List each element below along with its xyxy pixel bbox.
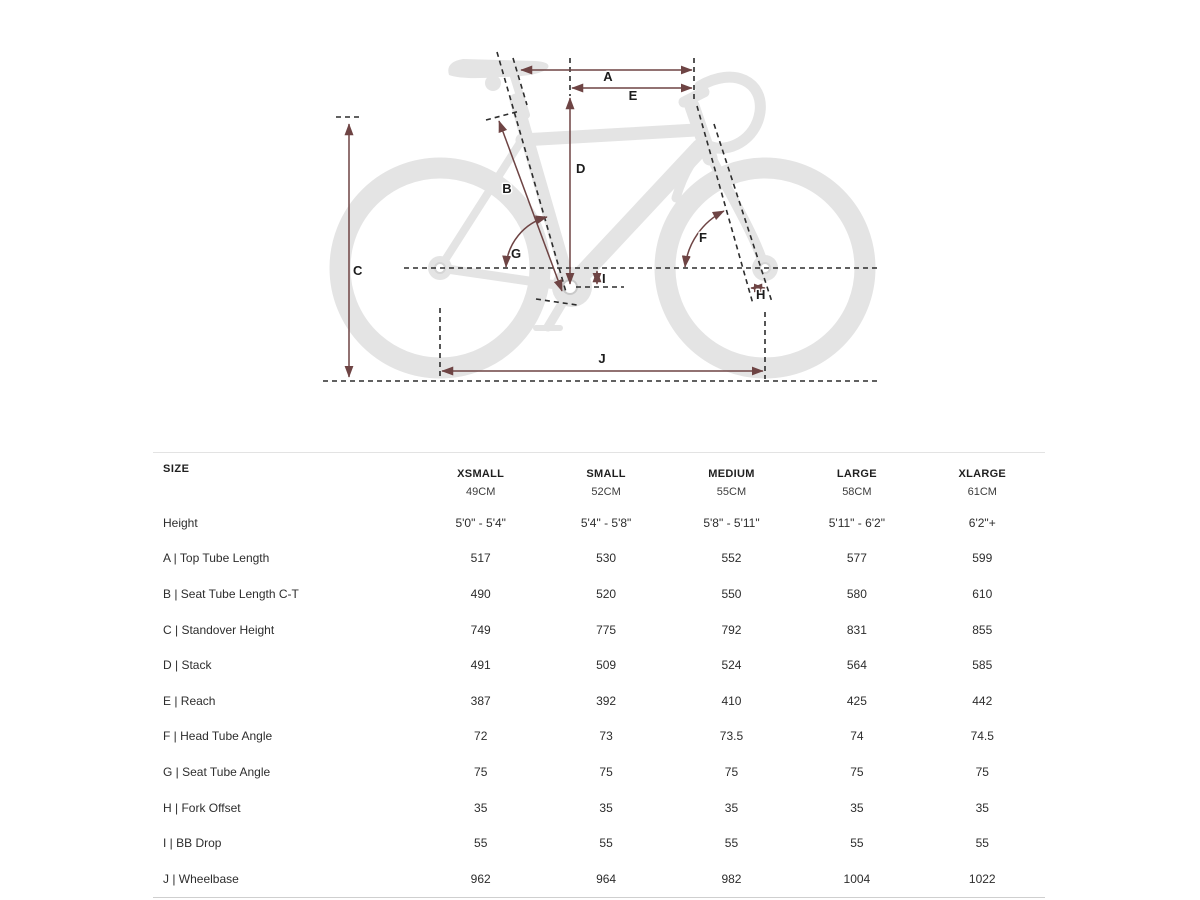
row-value: 55	[474, 836, 488, 851]
row-value: 509	[596, 658, 617, 673]
row-value: 75	[474, 764, 488, 779]
row-value: 425	[846, 693, 867, 708]
label-I: I	[602, 271, 606, 286]
table-row	[153, 505, 1045, 541]
row-value: 550	[721, 586, 742, 601]
row-value: 35	[599, 800, 613, 815]
row-value: 55	[599, 836, 613, 851]
row-label: Height	[163, 515, 198, 530]
row-value: 610	[972, 586, 993, 601]
table-row	[153, 541, 1045, 577]
reference-dashed-lines	[323, 52, 880, 381]
row-value: 490	[470, 586, 491, 601]
row-value: 410	[721, 693, 742, 708]
row-value: 5'8" - 5'11"	[703, 515, 760, 530]
row-value: 5'4" - 5'8"	[580, 515, 632, 530]
row-label: H | Fork Offset	[163, 800, 241, 815]
row-value: 75	[975, 764, 989, 779]
row-value: 35	[474, 800, 488, 815]
row-value: 577	[846, 551, 867, 566]
label-G: G	[510, 246, 522, 261]
table-row	[153, 754, 1045, 790]
row-value: 55	[724, 836, 739, 851]
row-value: 35	[850, 800, 864, 815]
table-row	[153, 719, 1045, 755]
row-value: 585	[972, 658, 993, 673]
row-value: 964	[596, 871, 617, 886]
column-name: LARGE	[836, 468, 877, 480]
row-value: 55	[850, 836, 864, 851]
size-header: SIZE	[163, 463, 190, 475]
label-A: A	[603, 69, 613, 84]
table-row	[153, 825, 1045, 861]
label-B: B	[502, 181, 512, 196]
table-header-row	[153, 453, 1045, 505]
row-value: 5'0" - 5'4"	[455, 515, 506, 530]
label-F: F	[699, 230, 707, 245]
label-E: E	[628, 88, 638, 103]
row-value: 530	[596, 551, 617, 566]
row-label: A | Top Tube Length	[163, 551, 270, 566]
row-value: 962	[470, 871, 491, 886]
label-H: H	[756, 287, 766, 302]
row-value: 387	[470, 693, 491, 708]
column-size: 58CM	[842, 486, 872, 498]
row-value: 74	[850, 729, 864, 744]
row-value: 520	[596, 586, 617, 601]
row-value: 74.5	[970, 729, 994, 744]
column-size: 49CM	[466, 486, 496, 498]
geometry-table	[153, 452, 1045, 898]
row-value: 749	[470, 622, 491, 637]
chain-stay	[440, 268, 570, 287]
label-C: C	[353, 263, 363, 278]
row-value: 442	[972, 693, 993, 708]
row-value: 75	[599, 764, 613, 779]
row-value: 855	[972, 622, 993, 637]
row-value: 1004	[843, 871, 871, 886]
row-value: 55	[975, 836, 989, 851]
table-rows	[153, 505, 1045, 897]
column-header-xlarge	[920, 466, 1045, 500]
row-value: 392	[596, 693, 617, 708]
saddle-clamp	[485, 75, 501, 91]
row-value: 599	[972, 551, 993, 566]
row-value: 491	[470, 658, 491, 673]
column-header-medium	[669, 466, 794, 500]
column-header-xsmall	[418, 466, 543, 500]
row-value: 73.5	[719, 729, 744, 744]
column-size: 55CM	[716, 486, 747, 498]
column-name: SMALL	[586, 468, 626, 480]
table-row	[153, 683, 1045, 719]
row-value: 6'2"+	[968, 515, 996, 530]
column-header-small	[543, 466, 668, 500]
row-label: I | BB Drop	[163, 836, 222, 851]
label-D: D	[576, 161, 586, 176]
row-value: 5'11" - 6'2"	[828, 515, 885, 530]
saddle	[448, 59, 548, 78]
row-value: 775	[596, 622, 617, 637]
row-value: 75	[850, 764, 864, 779]
row-value: 552	[721, 551, 742, 566]
row-value: 1022	[968, 871, 996, 886]
row-label: C | Standover Height	[163, 622, 275, 637]
table-row	[153, 576, 1045, 612]
row-value: 35	[975, 800, 989, 815]
row-label: G | Seat Tube Angle	[163, 764, 271, 779]
row-value: 73	[599, 729, 613, 744]
column-name: XSMALL	[457, 468, 505, 480]
row-value: 564	[846, 658, 867, 673]
row-value: 831	[846, 622, 867, 637]
row-value: 982	[721, 871, 742, 886]
row-value: 72	[474, 729, 488, 744]
row-label: E | Reach	[163, 693, 216, 708]
row-label: B | Seat Tube Length C-T	[163, 586, 299, 601]
table-row	[153, 647, 1045, 683]
column-size: 52CM	[591, 486, 621, 498]
column-name: MEDIUM	[708, 468, 755, 480]
bike-silhouette	[340, 59, 865, 368]
top-tube	[522, 130, 696, 140]
row-label: D | Stack	[163, 658, 212, 673]
table-row	[153, 861, 1045, 897]
column-header-large	[794, 466, 919, 500]
row-label: F | Head Tube Angle	[163, 729, 273, 744]
row-value: 580	[846, 586, 867, 601]
label-J: J	[598, 351, 606, 366]
column-name: XLARGE	[958, 468, 1007, 480]
row-value: 792	[721, 622, 742, 637]
row-value: 524	[721, 658, 742, 673]
column-size: 61CM	[967, 486, 997, 498]
row-label: J | Wheelbase	[163, 871, 239, 886]
dimension-labels	[353, 69, 765, 366]
row-value: 35	[724, 800, 739, 815]
row-value: 517	[470, 551, 491, 566]
table-row	[153, 790, 1045, 826]
row-value: 75	[724, 764, 739, 779]
table-row	[153, 612, 1045, 648]
